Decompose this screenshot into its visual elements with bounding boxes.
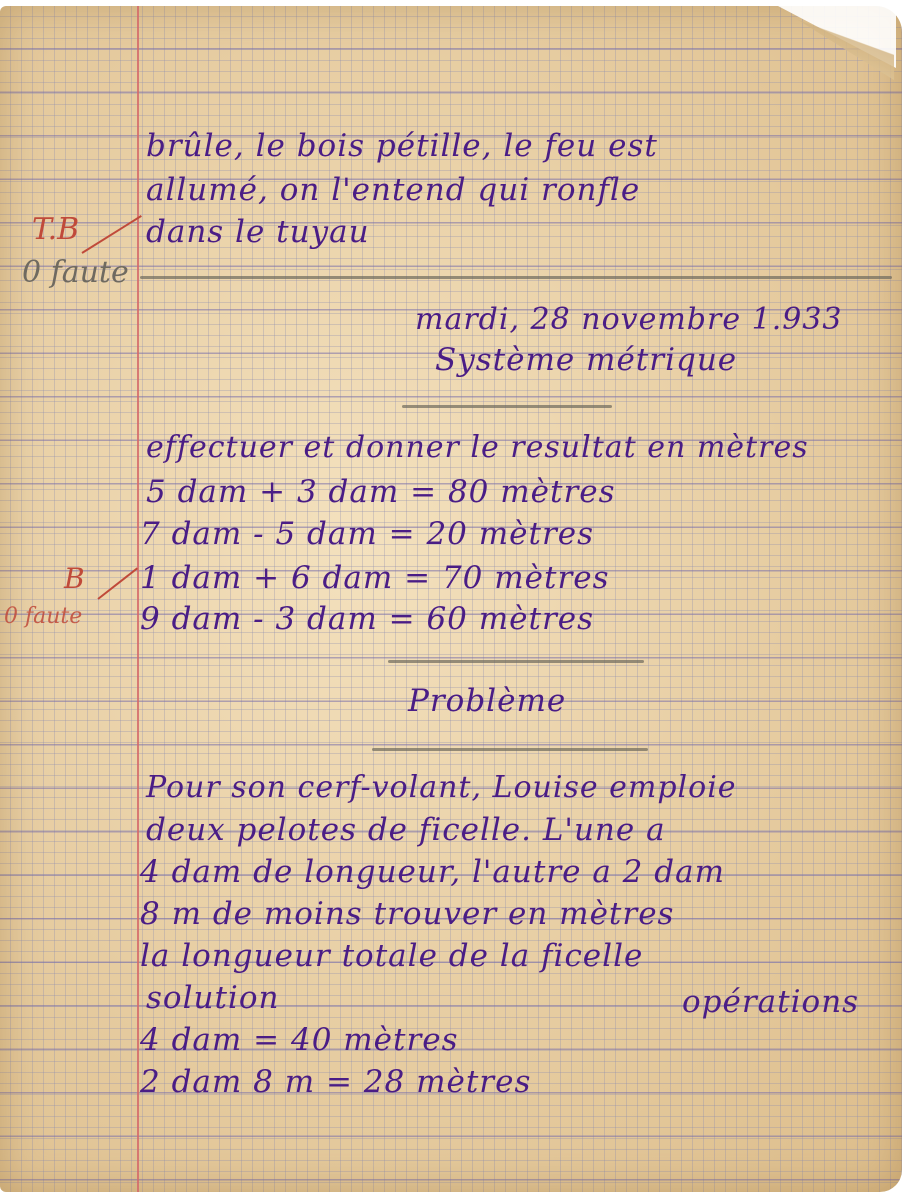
instruction-line: effectuer et donner le resultat en mètres <box>146 430 809 465</box>
solution-label: solution <box>146 980 280 1016</box>
heading-underline <box>402 405 612 408</box>
problem-line-1: Pour son cerf-volant, Louise emploie <box>146 770 737 805</box>
solution-line-2: 2 dam 8 m = 28 mètres <box>140 1064 532 1100</box>
calc-line-3: 1 dam + 6 dam = 70 mètres <box>140 560 610 596</box>
problem-heading: Problème <box>408 683 567 719</box>
solution-line-1: 4 dam = 40 mètres <box>140 1022 459 1058</box>
grade-mark-2: B <box>64 562 85 595</box>
text-line-2: allumé, on l'entend qui ronfle <box>146 172 641 208</box>
date-heading: mardi, 28 novembre 1.933 <box>415 302 843 337</box>
calc-line-2: 7 dam - 5 dam = 20 mètres <box>140 516 595 552</box>
text-line-3: dans le tuyau <box>146 214 370 250</box>
problem-line-2: deux pelotes de ficelle. L'une a <box>146 812 666 848</box>
problem-line-3: 4 dam de longueur, l'autre a 2 dam <box>140 854 725 890</box>
text-line-1: brûle, le bois pétille, le feu est <box>146 128 658 164</box>
separator-line <box>140 276 892 279</box>
margin-line <box>137 6 139 1192</box>
grade-mark: T.B <box>32 212 80 247</box>
operations-label: opérations <box>682 984 860 1020</box>
fault-count: 0 faute <box>22 255 129 290</box>
problem-underline <box>372 748 648 751</box>
calc-line-1: 5 dam + 3 dam = 80 mètres <box>146 474 616 510</box>
calc-line-4: 9 dam - 3 dam = 60 mètres <box>140 601 595 637</box>
fault-count-2: 0 faute <box>4 604 83 629</box>
calc-underline <box>388 660 644 663</box>
problem-line-4: 8 m de moins trouver en mètres <box>140 896 675 932</box>
topic-heading: Système métrique <box>435 342 738 378</box>
problem-line-5: la longueur totale de la ficelle <box>140 938 644 974</box>
